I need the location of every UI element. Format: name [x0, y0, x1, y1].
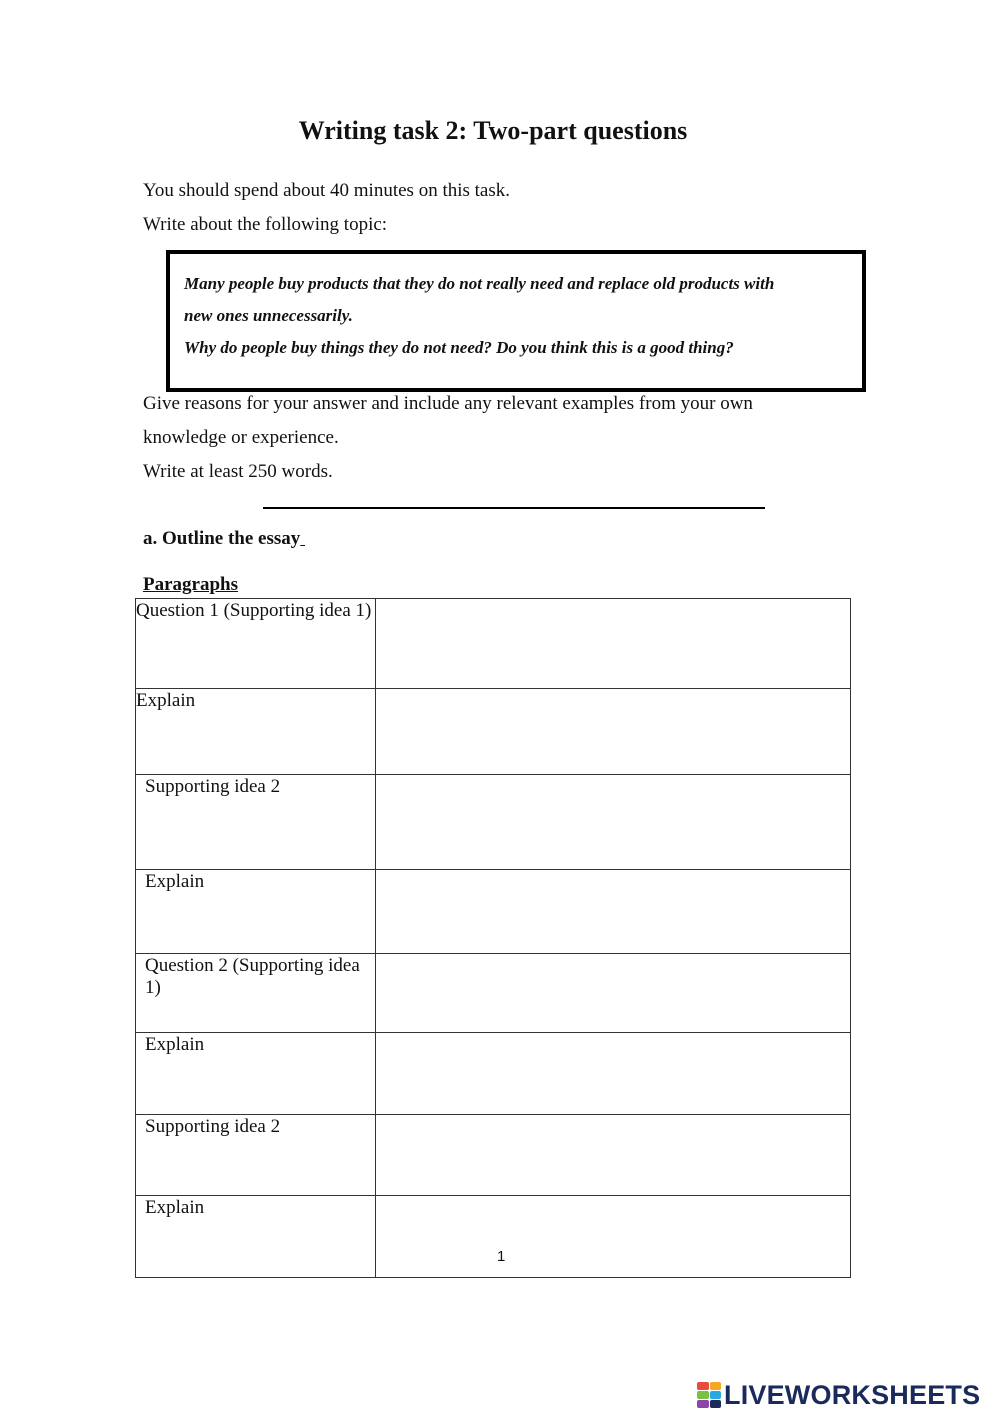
row-label-cell — [136, 599, 376, 689]
section-heading-text: a. Outline the essay — [143, 528, 301, 549]
answer-cell — [376, 689, 851, 775]
outline-row — [136, 954, 851, 1033]
outline-row — [136, 1196, 851, 1278]
instruction-topic: Write about the following topic: — [143, 214, 388, 235]
outline-row — [136, 689, 851, 775]
row-label-cell — [136, 954, 376, 1033]
answer-input-explain-4[interactable] — [376, 1196, 850, 1277]
outline-row — [136, 1115, 851, 1196]
row-label: Explain — [145, 871, 205, 892]
prompt-box — [166, 250, 866, 392]
prompt-line-1: Many people buy products that they do not really need and replace old products with — [184, 274, 775, 293]
outline-row — [136, 775, 851, 870]
row-label: Supporting idea 2 — [145, 1116, 281, 1137]
outline-row — [136, 1033, 851, 1115]
section-heading-tail — [300, 528, 305, 549]
section-heading — [143, 528, 305, 550]
outline-row — [136, 870, 851, 954]
page-number: 1 — [497, 1248, 506, 1265]
logo-icon — [697, 1382, 721, 1408]
logo-block — [697, 1382, 709, 1390]
answer-input-supporting-2a[interactable] — [376, 775, 850, 869]
row-label: Supporting idea 2 — [145, 776, 281, 797]
instruction-reasons: Give reasons for your answer and include any relevant examples from your own — [143, 393, 753, 414]
row-label: Question 2 (Supporting idea 1) — [145, 955, 360, 998]
answer-input-explain-1[interactable] — [376, 689, 850, 774]
instruction-knowledge: knowledge or experience. — [143, 427, 339, 448]
answer-cell — [376, 599, 851, 689]
row-label: Explain — [136, 690, 196, 711]
row-label: Explain — [145, 1034, 205, 1055]
row-label-cell — [136, 1196, 376, 1278]
outline-table — [135, 598, 851, 1278]
outline-row — [136, 599, 851, 689]
logo-block — [697, 1400, 709, 1408]
row-label-cell — [136, 1115, 376, 1196]
instruction-word-count: Write at least 250 words. — [143, 461, 333, 482]
answer-input-supporting-2b[interactable] — [376, 1115, 850, 1195]
answer-cell — [376, 870, 851, 954]
answer-cell — [376, 775, 851, 870]
answer-input-explain-2[interactable] — [376, 870, 850, 953]
answer-input-question-1[interactable] — [376, 599, 850, 688]
liveworksheets-logo[interactable] — [697, 1378, 980, 1412]
answer-input-explain-3[interactable] — [376, 1033, 850, 1114]
answer-cell — [376, 1115, 851, 1196]
row-label-cell — [136, 689, 376, 775]
row-label-cell — [136, 870, 376, 954]
prompt-line-3: Why do people buy things they do not need? Do you think this is a good thing? — [184, 338, 734, 357]
row-label-cell — [136, 1033, 376, 1115]
logo-text: LIVEWORKSHEETS — [724, 1379, 981, 1410]
row-label: Explain — [145, 1197, 205, 1218]
divider — [263, 507, 765, 509]
answer-input-question-2[interactable] — [376, 954, 850, 1032]
logo-block — [710, 1391, 722, 1399]
logo-block — [710, 1400, 722, 1408]
logo-block — [710, 1382, 722, 1390]
logo-block — [697, 1391, 709, 1399]
prompt-line-2: new ones unnecessarily. — [184, 306, 353, 325]
page-title: Writing task 2: Two-part questions — [298, 116, 688, 145]
row-label: Question 1 (Supporting idea 1) — [136, 600, 372, 621]
paragraphs-heading: Paragraphs — [143, 574, 238, 595]
answer-cell — [376, 1196, 851, 1278]
row-label-cell — [136, 775, 376, 870]
instruction-time: You should spend about 40 minutes on this task. — [143, 180, 511, 201]
answer-cell — [376, 1033, 851, 1115]
answer-cell — [376, 954, 851, 1033]
